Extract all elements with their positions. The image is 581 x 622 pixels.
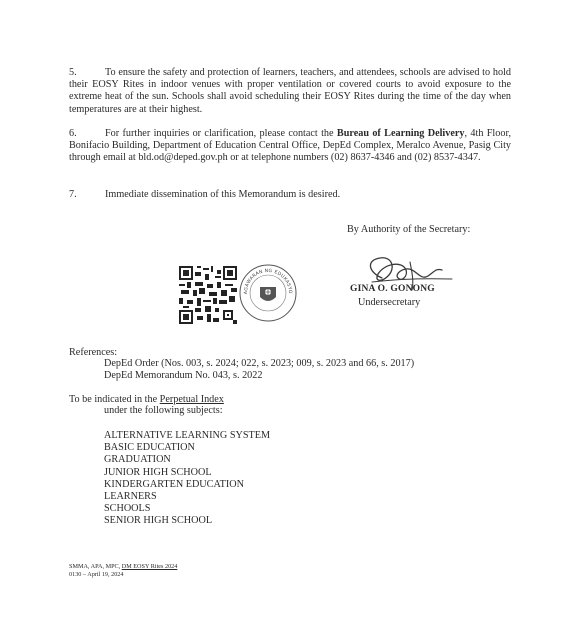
bureau-name: Bureau of Learning Delivery bbox=[336, 128, 465, 139]
seal-text: AGAWARAN NG EDUKASYO bbox=[243, 268, 293, 295]
paragraph-6 bbox=[69, 128, 511, 165]
paragraph-text: Immediate dissemination of this Memorandum is desired. bbox=[105, 189, 341, 200]
subjects-list bbox=[104, 430, 270, 528]
footer-reference bbox=[69, 563, 177, 579]
signer-title: Undersecretary bbox=[358, 297, 421, 308]
subject-item: BASIC EDUCATION bbox=[104, 442, 195, 454]
paragraph-text: To ensure the safety and protection of learners, teachers, and attendees, schools are advised to hold their EOSY Rites in indoor venues with proper ventilation or covered courts to avoid exposure to the extreme heat of the sun. Schools shall avoid scheduling their EOSY Rites during the time of the day when temperatures are at their highest. bbox=[69, 67, 511, 115]
index-prefix: To be indicated in the bbox=[69, 394, 160, 405]
qr-code-icon[interactable] bbox=[179, 266, 237, 324]
paragraph-text-cont: , 4th Floor, Bonifacio Building, Department of Education Central Office, DepEd Complex, Meralco Avenue, Pasig City through email at bld.od@deped.gov.ph or at telephone numbers (02) 8637-4346 and (02) 8537-4347. bbox=[69, 128, 511, 164]
signer-name: GINA O. GONONG bbox=[350, 284, 435, 294]
perpetual-index-link[interactable]: Perpetual Index bbox=[159, 394, 224, 405]
references-list bbox=[104, 358, 414, 382]
subject-item: SENIOR HIGH SCHOOL bbox=[104, 515, 213, 527]
paragraph-number: 7. bbox=[69, 189, 77, 200]
index-subline: under the following subjects: bbox=[104, 405, 223, 416]
footer-doc-ref: DM EOSY Rites 2024 bbox=[121, 563, 178, 570]
paragraph-number: 6. bbox=[69, 128, 77, 139]
paragraph-number: 5. bbox=[69, 67, 77, 78]
subject-item: JUNIOR HIGH SCHOOL bbox=[104, 466, 212, 478]
subject-item: KINDERGARTEN EDUCATION bbox=[104, 478, 245, 490]
paragraph-7 bbox=[69, 189, 511, 201]
reference-item: DepEd Order (Nos. 003, s. 2024; 022, s. 2023; 009, s. 2023 and 66, s. 2017) bbox=[104, 358, 415, 369]
deped-seal-icon bbox=[238, 263, 298, 323]
paragraph-text: For further inquiries or clarification, please contact the bbox=[105, 128, 337, 139]
subject-item: LEARNERS bbox=[104, 491, 157, 503]
authority-line: By Authority of the Secretary: bbox=[347, 224, 471, 235]
footer-line-2: 0130 – April 19, 2024 bbox=[69, 571, 124, 578]
footer-line-1 bbox=[69, 563, 177, 571]
reference-item: DepEd Memorandum No. 043, s. 2022 bbox=[104, 370, 263, 382]
subject-item: ALTERNATIVE LEARNING SYSTEM bbox=[104, 430, 271, 441]
references-label: References: bbox=[69, 347, 118, 358]
footer-initials: SMMA, APA, MPC, bbox=[69, 563, 122, 570]
subject-item: GRADUATION bbox=[104, 454, 171, 466]
paragraph-5 bbox=[69, 67, 511, 116]
subject-item: SCHOOLS bbox=[104, 503, 151, 515]
